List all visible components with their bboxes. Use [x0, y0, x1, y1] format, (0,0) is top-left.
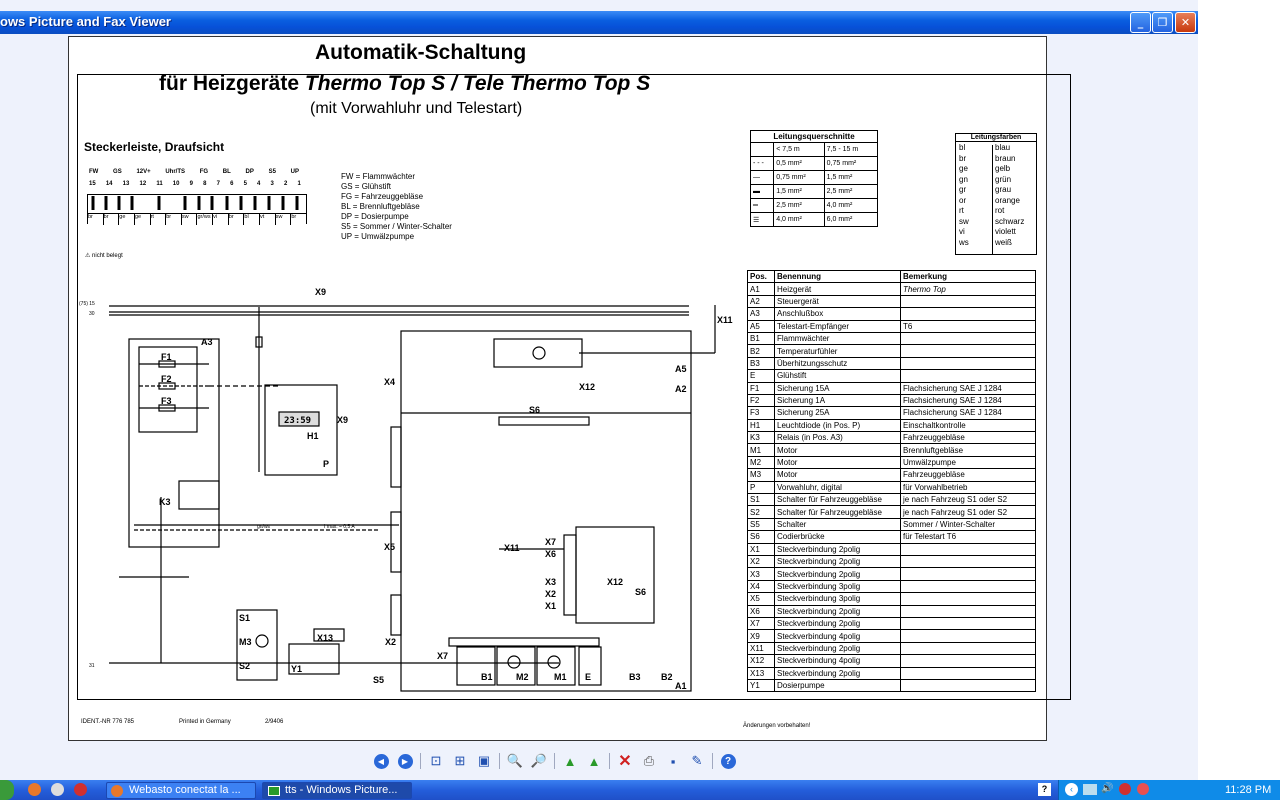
pos-cell: S6 [748, 531, 775, 543]
name-cell: Steckverbindung 2polig [775, 605, 901, 617]
pos-cell: X4 [748, 580, 775, 592]
table-row [748, 642, 1036, 654]
doc-title-2a: für Heizgeräte [159, 72, 305, 95]
pos-cell: X2 [748, 555, 775, 567]
table-row [748, 332, 1036, 344]
connector-strip: br br ge ge rt br sw gr/ws vi br bl vt sw br [87, 194, 307, 224]
remark-cell: Sommer / Winter-Schalter [901, 518, 1036, 530]
volume-icon[interactable]: 🔊 [1101, 783, 1114, 794]
table-row [748, 382, 1036, 394]
name-cell: Sicherung 1A [775, 394, 901, 406]
remark-cell [901, 568, 1036, 580]
label-x12: X12 [579, 382, 596, 392]
viewer-toolbar [372, 750, 737, 772]
pos-cell: Y1 [748, 679, 775, 691]
name-cell: Motor [775, 456, 901, 468]
table-row [748, 617, 1036, 629]
table-row [748, 469, 1036, 481]
pos-cell: B2 [748, 345, 775, 357]
table-row [748, 394, 1036, 406]
pos-cell: A5 [748, 320, 775, 332]
remark-cell [901, 555, 1036, 567]
network-icon[interactable] [1083, 784, 1097, 795]
table-row [748, 357, 1036, 369]
name-cell: Steckverbindung 3polig [775, 580, 901, 592]
label-x9: X9 [337, 415, 349, 425]
label-y1: Y1 [291, 664, 303, 674]
name-cell: Codierbrücke [775, 531, 901, 543]
clock-display: 23:59 [284, 416, 312, 426]
firefox-icon[interactable] [28, 783, 41, 796]
schematic-document [68, 36, 1047, 741]
label-x7: X7 [545, 537, 557, 547]
zoom-in-icon[interactable]: 🔍 [506, 753, 524, 768]
label-m3: M3 [239, 637, 252, 647]
print-date: 2/9406 [265, 719, 284, 725]
remark-cell: Umwälzpumpe [901, 456, 1036, 468]
cross-section-table: Leitungsquerschnitte < 7,5 m 7,5 - 15 m - - - 0,5 mm² 0,75 mm² — 0,75 mm² 1,5 mm² ▬ 1,5 mm² 2,5 mm² ═ 2,5 mm² 4,0 mm² ☰ 4,0 mm² 6,0 mm² [750, 130, 878, 227]
rotate-ccw-icon[interactable]: ▲ [587, 753, 601, 769]
connector-pin-marks [87, 194, 317, 224]
label-a1: A1 [675, 681, 687, 691]
remark-cell [901, 593, 1036, 605]
table-row [748, 456, 1036, 468]
remark-cell [901, 667, 1036, 679]
label-line30: 30 [89, 311, 95, 317]
start-button[interactable] [0, 780, 14, 800]
label-x12-inner: X12 [607, 577, 624, 587]
pos-cell: F1 [748, 382, 775, 394]
name-cell: Steuergerät [775, 295, 901, 307]
remark-cell [901, 630, 1036, 642]
pos-cell: A3 [748, 308, 775, 320]
name-cell: Steckverbindung 2polig [775, 555, 901, 567]
label-p: P [323, 459, 330, 469]
pos-cell: X5 [748, 593, 775, 605]
rotate-cw-icon[interactable]: ▲ [563, 753, 577, 769]
table-row [748, 506, 1036, 518]
table-row [748, 605, 1036, 617]
best-fit-icon[interactable]: ⊡ [430, 753, 442, 768]
ident-number: IDENT.-NR 776 785 [81, 719, 135, 725]
table-row [748, 283, 1036, 295]
name-cell: Telestart-Empfänger [775, 320, 901, 332]
label-b1: B1 [481, 672, 493, 682]
name-cell: Glühstift [775, 370, 901, 382]
label-m2: M2 [516, 672, 529, 682]
help-icon[interactable]: ? [719, 752, 737, 770]
label-e: E [585, 672, 592, 682]
pos-cell: H1 [748, 419, 775, 431]
label-x4: X4 [384, 377, 396, 387]
remark-cell [901, 308, 1036, 320]
table-row [748, 531, 1036, 543]
opera-icon[interactable] [74, 783, 87, 796]
name-cell: Vorwahluhr, digital [775, 481, 901, 493]
system-tray [1058, 780, 1280, 800]
connector-pins: 15 14 13 12 11 10 9 8 7 6 5 4 3 2 1 [89, 181, 301, 187]
pos-cell: X12 [748, 655, 775, 667]
name-cell: Heizgerät [775, 283, 901, 295]
pos-cell: X9 [748, 630, 775, 642]
label-s2: S2 [239, 661, 251, 671]
wire-colors-table: Leitungsfarben bl blau br braun ge gelb gn grün gr grau or orange rt rot sw schwarz vi violett ws weiß [955, 133, 1037, 255]
abbrev-list: FW = Flammwächter GS = Glühstift FG = Fahrzeuggebläse BL = Brennluftgebläse DP = Dosierpumpe S5 = Sommer / Winter-Schalter UP = Umwälzpumpe [341, 172, 452, 241]
name-cell: Leuchtdiode (in Pos. P) [775, 419, 901, 431]
name-cell: Sicherung 15A [775, 382, 901, 394]
name-cell: Schalter [775, 518, 901, 530]
label-a3: A3 [201, 337, 213, 347]
remark-cell: Brennluftgebläse [901, 444, 1036, 456]
toolbar-separator [712, 753, 713, 769]
parts-list-table: Pos. Benennung Bemerkung A1 Heizgerät Thermo Top A2 Steuergerät A3 Anschlußbox A5 Telestart-Empfänger T6 B1 Flammwächter B2 Temperaturfühler B3 Überhitzungsschutz E Glühstift F1 Sicherung 15A Flachsicherung SAE J 1284 F2 Sicherung 1A Flachsicherung SAE J 1284 F3 Sicherung 25A Flachsicherung SAE J 1284 H1 Leuchtdiode (in Pos. P) Einschaltkontrolle K3 Relais (in Pos. A3) Fahrzeuggebläse M1 Motor Brennluftgebläse M2 Motor Umwälzpumpe M3 Motor Fahrzeuggebläse P Vorwahluhr, digital für Vorwahlbetrieb S1 Schalter für Fahrzeuggebläse je nach Fahrzeug S1 oder S2 S2 Schalter für Fahrzeuggebläse je nach Fahrzeug S1 oder S2 S5 Schalter Sommer / Winter-Schalter S6 Codierbrücke für Telestart T6 X1 Steckverbindung 2polig X2 Steckverbindung 2polig X3 Steckverbindung 2polig X4 Steckverbindung 3polig X5 Steckverbindung 3polig X6 Steckverbindung 2polig X7 Steckverbindung 2polig X9 Steckverbindung 4polig X11 Steckverbindung 2polig X12 Steckverbindung 4polig X13 Steckverbindung 2polig Y1 Dosierpumpe [747, 270, 1036, 692]
close-button[interactable]: ✕ [1175, 12, 1196, 33]
label-f1: F1 [161, 352, 172, 362]
name-cell: Überhitzungsschutz [775, 357, 901, 369]
remark-cell: Flachsicherung SAE J 1284 [901, 407, 1036, 419]
pos-cell: X1 [748, 543, 775, 555]
changes-note: Änderungen vorbehalten! [743, 723, 811, 729]
not-assigned-note: ⚠ nicht belegt [85, 253, 123, 259]
name-cell: Schalter für Fahrzeuggebläse [775, 506, 901, 518]
pos-cell: A1 [748, 283, 775, 295]
pos-cell: X11 [748, 642, 775, 654]
table-row [748, 432, 1036, 444]
label-x2-side: X2 [385, 637, 397, 647]
remark-cell [901, 580, 1036, 592]
name-cell: Steckverbindung 2polig [775, 667, 901, 679]
security-icon[interactable] [1119, 783, 1131, 795]
zoom-out-icon[interactable]: 🔎 [530, 753, 548, 768]
label-k3: K3 [159, 497, 171, 507]
pos-cell: E [748, 370, 775, 382]
pos-cell: M3 [748, 469, 775, 481]
browser-icon[interactable] [51, 783, 64, 796]
remark-cell [901, 679, 1036, 691]
table-row [748, 308, 1036, 320]
table-row [748, 518, 1036, 530]
table-row [748, 679, 1036, 691]
antivirus-icon[interactable] [1137, 783, 1149, 795]
remark-cell: T6 [901, 320, 1036, 332]
save-icon[interactable]: ▪ [670, 753, 676, 769]
pos-cell: B3 [748, 357, 775, 369]
window-titlebar[interactable] [0, 11, 1198, 34]
pos-cell: P [748, 481, 775, 493]
table-row [748, 667, 1036, 679]
name-cell: Steckverbindung 2polig [775, 543, 901, 555]
label-x6: X6 [545, 549, 557, 559]
table-row [748, 655, 1036, 667]
table-row [748, 593, 1036, 605]
label-s1: S1 [239, 613, 251, 623]
connector-labels: FW GS 12V+ Uhr/TS FG BL DP S5 UP [89, 169, 299, 175]
label-x11: X11 [717, 315, 733, 325]
minimize-button[interactable]: _ [1130, 12, 1151, 33]
maximize-button[interactable]: ❐ [1152, 12, 1173, 33]
label-x5: X5 [384, 542, 396, 552]
label-x3: X3 [545, 577, 557, 587]
remark-cell: Flachsicherung SAE J 1284 [901, 394, 1036, 406]
label-b3: B3 [629, 672, 641, 682]
label-m1: M1 [554, 672, 567, 682]
delete-icon[interactable]: ✕ [618, 753, 632, 770]
name-cell: Motor [775, 469, 901, 481]
table-row [748, 295, 1036, 307]
pos-cell: M2 [748, 456, 775, 468]
remark-cell [901, 370, 1036, 382]
name-cell: Temperaturfühler [775, 345, 901, 357]
label-x2: X2 [545, 589, 557, 599]
toolbar-separator [420, 753, 421, 769]
connector-heading: Steckerleiste, Draufsicht [84, 140, 225, 154]
table-row [748, 407, 1036, 419]
remark-cell [901, 332, 1036, 344]
remark-cell [901, 642, 1036, 654]
pos-cell: S5 [748, 518, 775, 530]
pos-cell: X6 [748, 605, 775, 617]
table-row [748, 580, 1036, 592]
label-line31: 31 [89, 663, 95, 669]
desktop-edge [1198, 0, 1280, 780]
slideshow-icon[interactable]: ▣ [477, 753, 491, 768]
tray-arrow-icon[interactable]: ‹ [1065, 783, 1078, 796]
help-tray-icon[interactable]: ? [1038, 783, 1051, 796]
label-x13: X13 [317, 633, 334, 643]
name-cell: Steckverbindung 3polig [775, 593, 901, 605]
pos-cell: S1 [748, 494, 775, 506]
taskbar [0, 780, 1280, 800]
doc-title-1: Automatik-Schaltung [315, 41, 527, 64]
table-row [748, 494, 1036, 506]
pos-cell: X13 [748, 667, 775, 679]
next-image-icon[interactable]: ▶ [396, 752, 414, 770]
remark-cell [901, 617, 1036, 629]
print-icon[interactable]: ⎙ [643, 753, 655, 768]
toolbar-separator [499, 753, 500, 769]
remark-cell: Thermo Top [901, 283, 1036, 295]
table-row [748, 370, 1036, 382]
firefox-icon [111, 785, 123, 797]
task-picture-viewer[interactable]: tts - Windows Picture... [262, 782, 412, 799]
label-f2: F2 [161, 374, 172, 384]
window-title: ows Picture and Fax Viewer [0, 14, 171, 29]
label-f3: F3 [161, 396, 172, 406]
name-cell: Steckverbindung 2polig [775, 568, 901, 580]
toolbar-separator [554, 753, 555, 769]
picture-viewer-icon [268, 786, 280, 796]
table-row [748, 345, 1036, 357]
name-cell: Sicherung 25A [775, 407, 901, 419]
name-cell: Schalter für Fahrzeuggebläse [775, 494, 901, 506]
remark-cell: für Telestart T6 [901, 531, 1036, 543]
name-cell: Anschlußbox [775, 308, 901, 320]
pos-cell: X3 [748, 568, 775, 580]
name-cell: Steckverbindung 2polig [775, 617, 901, 629]
pos-cell: A2 [748, 295, 775, 307]
label-x9-top: X9 [315, 287, 327, 297]
remark-cell: Einschaltkontrolle [901, 419, 1036, 431]
table-row [748, 320, 1036, 332]
wiring-schematic [79, 277, 749, 697]
name-cell: Dosierpumpe [775, 679, 901, 691]
remark-cell [901, 605, 1036, 617]
remark-cell: Flachsicherung SAE J 1284 [901, 382, 1036, 394]
remark-cell [901, 543, 1036, 555]
table-row [748, 481, 1036, 493]
pos-cell: B1 [748, 332, 775, 344]
toolbar-separator [609, 753, 610, 769]
label-imax: I max. = 0,5 A [324, 524, 355, 530]
table-row [748, 568, 1036, 580]
name-cell: Flammwächter [775, 332, 901, 344]
remark-cell: je nach Fahrzeug S1 oder S2 [901, 506, 1036, 518]
printed-note: Printed in Germany [179, 719, 231, 725]
pos-cell: X7 [748, 617, 775, 629]
label-h1: H1 [307, 431, 319, 441]
label-s6: S6 [529, 405, 541, 415]
tray-clock[interactable]: 11:28 PM [1225, 784, 1272, 796]
pos-cell: S2 [748, 506, 775, 518]
remark-cell [901, 295, 1036, 307]
table-row [748, 543, 1036, 555]
pos-cell: K3 [748, 432, 775, 444]
remark-cell [901, 357, 1036, 369]
label-x7-bottom: X7 [437, 651, 449, 661]
name-cell: Steckverbindung 2polig [775, 642, 901, 654]
doc-title-3: (mit Vorwahluhr und Telestart) [310, 100, 523, 117]
table-row [748, 555, 1036, 567]
label-x11-inner: X11 [504, 543, 520, 553]
label-a2: A2 [675, 384, 687, 394]
label-b2: B2 [661, 672, 673, 682]
name-cell: Motor [775, 444, 901, 456]
label-s5: S5 [373, 675, 385, 685]
remark-cell: Fahrzeuggebläse [901, 469, 1036, 481]
remark-cell [901, 345, 1036, 357]
pos-cell: F3 [748, 407, 775, 419]
edit-icon[interactable]: ✎ [691, 753, 703, 768]
actual-size-icon[interactable]: ⊞ [454, 753, 466, 768]
prev-image-icon[interactable]: ◀ [372, 752, 390, 770]
pos-cell: M1 [748, 444, 775, 456]
table-row [748, 419, 1036, 431]
table-row [748, 444, 1036, 456]
remark-cell: für Vorwahlbetrieb [901, 481, 1036, 493]
name-cell: Steckverbindung 4polig [775, 655, 901, 667]
remark-cell: je nach Fahrzeug S1 oder S2 [901, 494, 1036, 506]
doc-title-2b: Thermo Top S / Tele Thermo Top S [304, 72, 651, 95]
task-webasto[interactable]: Webasto conectat la ... [106, 782, 256, 799]
label-s6-inner: S6 [635, 587, 647, 597]
pos-cell: F2 [748, 394, 775, 406]
label-gnws: gn/ws [257, 524, 271, 530]
name-cell: Steckverbindung 4polig [775, 630, 901, 642]
remark-cell: Fahrzeuggebläse [901, 432, 1036, 444]
label-x1: X1 [545, 601, 557, 611]
remark-cell [901, 655, 1036, 667]
label-line15: (75) 15 [79, 301, 95, 307]
name-cell: Relais (in Pos. A3) [775, 432, 901, 444]
label-a5: A5 [675, 364, 687, 374]
table-row [748, 630, 1036, 642]
